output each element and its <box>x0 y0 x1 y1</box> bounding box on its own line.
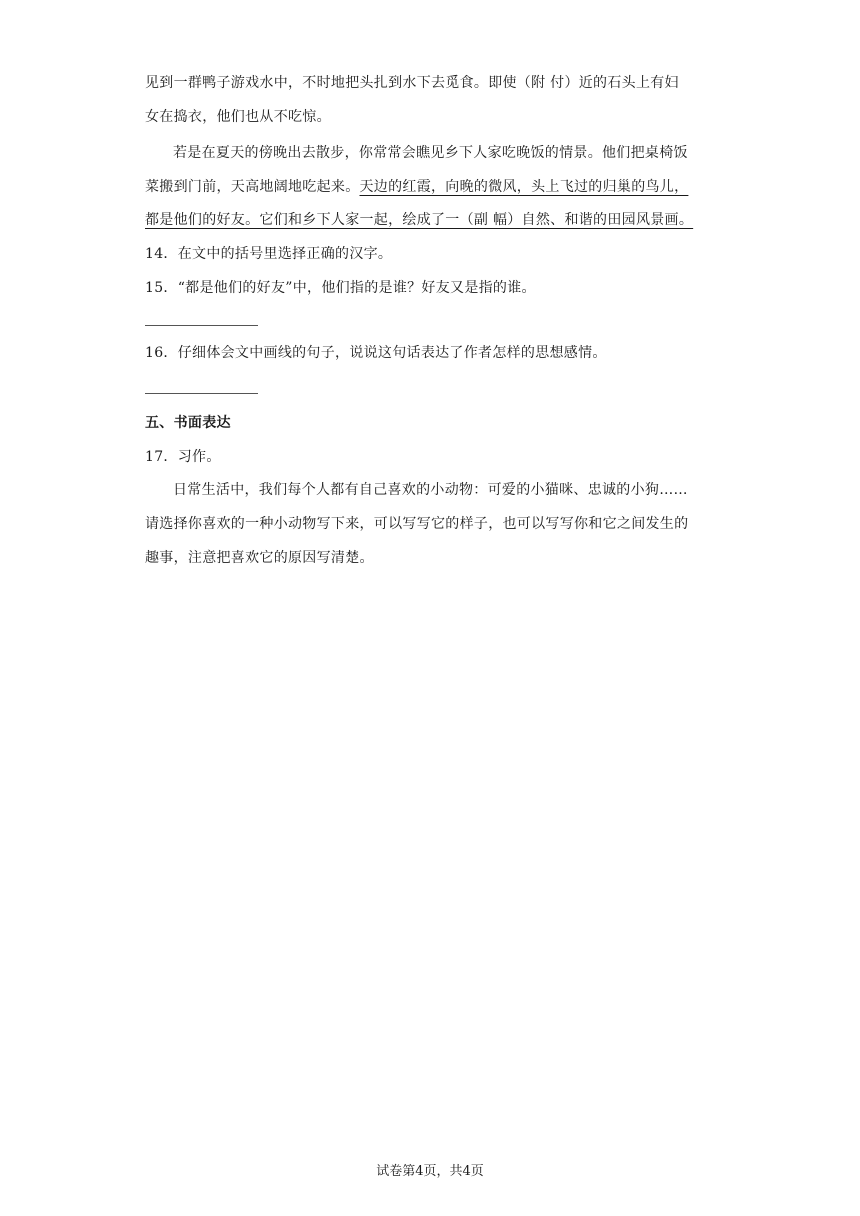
passage-line-3: 若是在夏天的傍晚出去散步，你常常会瞧见乡下人家吃晚饭的情景。他们把桌椅饭 <box>173 145 688 161</box>
answer-line-15[interactable] <box>145 325 258 326</box>
answer-line-16[interactable] <box>145 393 258 394</box>
question-14: 14．在文中的括号里选择正确的汉字。 <box>145 246 393 262</box>
passage-line-4 <box>145 176 688 196</box>
question-16: 16．仔细体会文中画线的句子，说说这句话表达了作者怎样的思想感情。 <box>145 345 607 361</box>
passage-line-5 <box>145 209 693 229</box>
page-footer: 试卷第4页，共4页 <box>376 1164 484 1179</box>
section-5-heading: 五、书面表达 <box>145 415 231 431</box>
question-17: 17．习作。 <box>145 449 221 465</box>
underlined-sentence-part-1: 天边的红霞，向晚的微风，头上飞过的归巢的鸟儿， <box>359 179 689 195</box>
passage-line-1: 见到一群鸭子游戏水中，不时地把头扎到水下去觅食。即使（附 付）近的石头上有妇 <box>145 75 679 91</box>
essay-prompt-line-3: 趣事，注意把喜欢它的原因写清楚。 <box>145 550 374 566</box>
passage-line-4-plain: 菜搬到门前，天高地阔地吃起来。 <box>145 179 360 195</box>
question-15: 15．“都是他们的好友”中，他们指的是谁？好友又是指的谁。 <box>145 280 536 296</box>
essay-prompt-line-2: 请选择你喜欢的一种小动物写下来，可以写写它的样子，也可以写写你和它之间发生的 <box>145 516 689 532</box>
passage-line-2: 女在捣衣，他们也从不吃惊。 <box>145 109 331 125</box>
underlined-sentence-part-2: 都是他们的好友。它们和乡下人家一起，绘成了一（副 幅）自然、和谐的田园风景画。 <box>145 212 694 228</box>
essay-prompt-line-1: 日常生活中，我们每个人都有自己喜欢的小动物：可爱的小猫咪、忠诚的小狗…… <box>173 482 688 498</box>
